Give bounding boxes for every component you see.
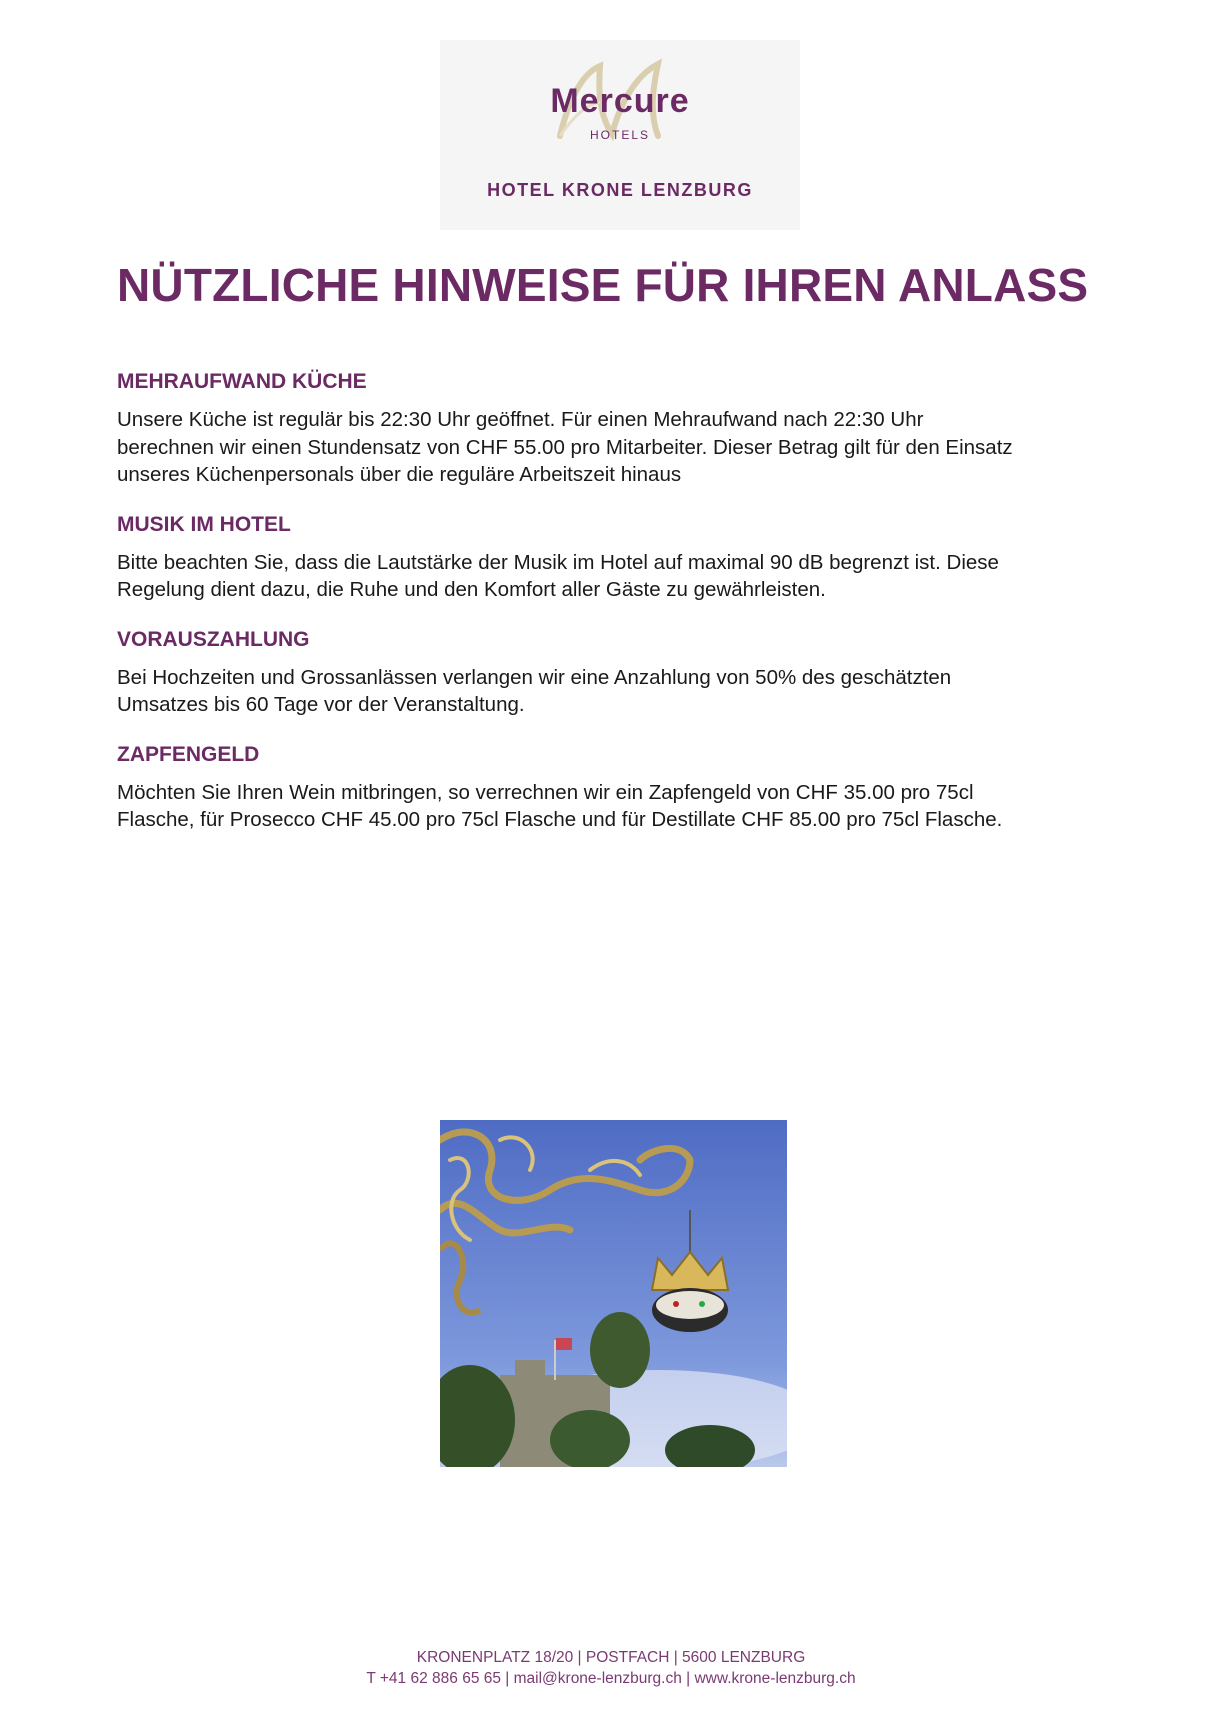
section-body: Bei Hochzeiten und Grossanlässen verlangen wir eine Anzahlung von 50% des geschätzten Umsatzes bis 60 Tage vor der Veranstaltung. <box>117 665 952 716</box>
section-kitchen <box>117 370 1117 489</box>
hotel-logo <box>440 40 800 230</box>
page-title: NÜTZLICHE HINWEISE FÜR IHREN ANLASS <box>117 259 1089 311</box>
footer-address <box>0 1647 1222 1689</box>
footer-line-contact: T +41 62 886 65 65 | mail@krone-lenzburg.ch | www.krone-lenzburg.ch <box>366 1670 856 1687</box>
section-body: Bitte beachten Sie, dass die Lautstärke der Musik im Hotel auf maximal 90 dB begrenzt ist. Diese Regelung dient dazu, die Ruhe und den Komfort aller Gäste zu gewährleisten. <box>117 550 999 601</box>
section-body: Unsere Küche ist regulär bis 22:30 Uhr geöffnet. Für einen Mehraufwand nach 22:30 Uhr berechnen wir einen Stundensatz von CHF 55.00 pro Mitarbeiter. Dieser Betrag gilt für den Einsatz unseres Küchenpersonals über die reguläre Arbeitszeit hinaus <box>117 408 1013 486</box>
brand-subtitle: HOTELS <box>589 128 650 142</box>
section-heading: MUSIK IM HOTEL <box>117 512 291 536</box>
section-heading: ZAPFENGELD <box>117 742 260 766</box>
section-body: Möchten Sie Ihren Wein mitbringen, so verrechnen wir ein Zapfengeld von CHF 35.00 pro 75cl Flasche, für Prosecco CHF 45.00 pro 75cl Flasche und für Destillate CHF 85.00 pro 75cl Flasche. <box>117 780 1003 831</box>
section-prepayment <box>117 628 1117 719</box>
info-sections <box>117 370 1117 858</box>
section-corkage <box>117 743 1117 834</box>
footer-line-address: KRONENPLATZ 18/20 | POSTFACH | 5600 LENZBURG <box>416 1649 806 1666</box>
brand-name: Mercure <box>550 82 690 120</box>
crown-sign-photo <box>440 1120 787 1467</box>
section-heading: VORAUSZAHLUNG <box>117 627 310 651</box>
section-heading: MEHRAUFWAND KÜCHE <box>117 370 367 393</box>
hotel-name: HOTEL KRONE LENZBURG <box>487 180 753 200</box>
section-music <box>117 513 1117 604</box>
